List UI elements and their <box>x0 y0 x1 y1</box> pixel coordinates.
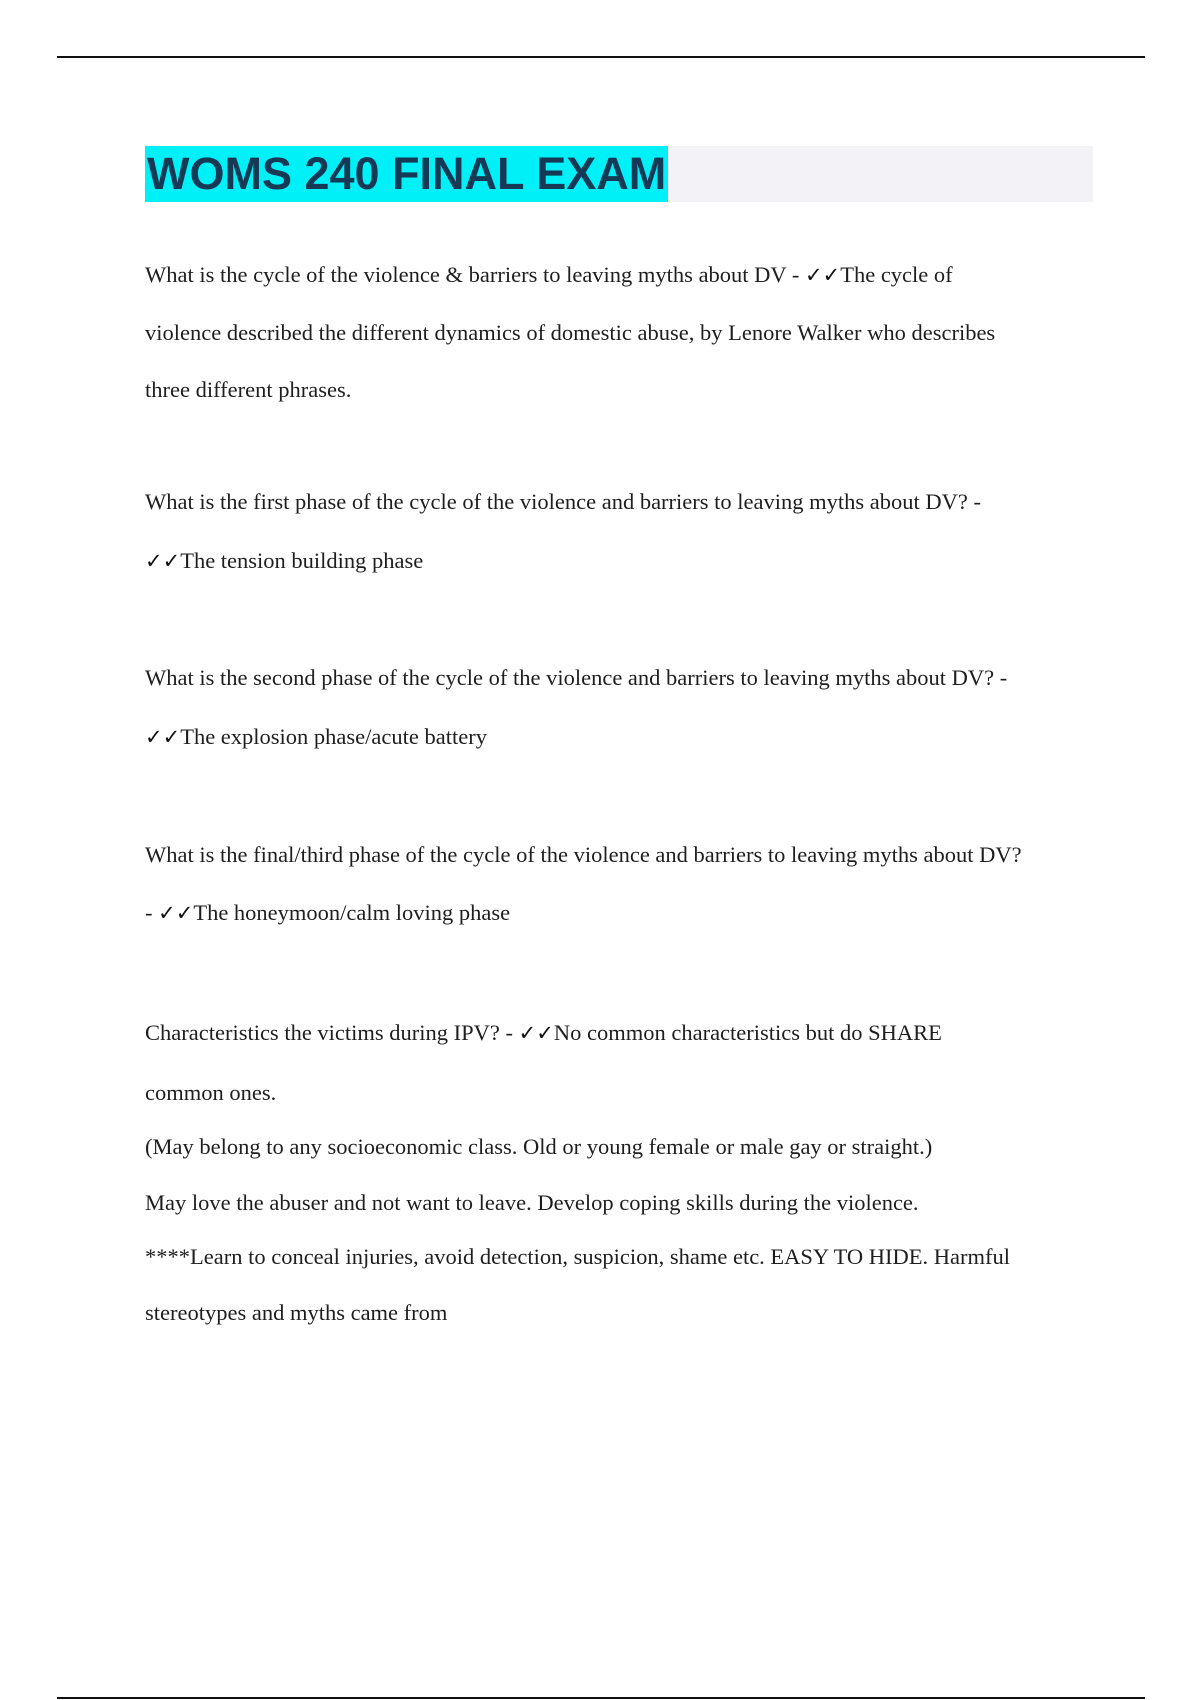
entry-1-line-2 <box>145 318 995 348</box>
entry-5-line-2 <box>145 1078 276 1108</box>
answer-text: The cycle of <box>840 262 953 287</box>
double-check-icon: ✓✓ <box>805 263 841 287</box>
line-text: violence described the different dynamics of domestic abuse, by Lenore Walker who describes <box>145 320 996 345</box>
entry-1-line-3 <box>145 375 351 405</box>
bottom-rule <box>57 1697 1145 1699</box>
line-text: Characteristics the victims during IPV? - <box>145 1020 519 1045</box>
answer-text: The tension building phase <box>180 548 424 573</box>
entry-2-line-1 <box>145 487 981 517</box>
document-title: WOMS 240 FINAL EXAM <box>145 146 668 202</box>
entry-4-line-2 <box>145 898 510 928</box>
line-text: stereotypes and myths came from <box>145 1300 448 1325</box>
double-check-icon: ✓✓ <box>145 725 181 749</box>
line-text: What is the first phase of the cycle of the violence and barriers to leaving myths about DV? - <box>145 489 981 514</box>
entry-2-line-2 <box>145 546 423 576</box>
entry-5-line-1 <box>145 1018 942 1048</box>
double-check-icon: ✓✓ <box>145 549 181 573</box>
entry-5-line-6 <box>145 1298 447 1328</box>
line-text: - <box>145 900 159 925</box>
answer-text: The honeymoon/calm loving phase <box>193 900 511 925</box>
top-rule <box>57 56 1145 58</box>
answer-text: The explosion phase/acute battery <box>180 724 487 749</box>
double-check-icon: ✓✓ <box>158 901 194 925</box>
line-text: ****Learn to conceal injuries, avoid detection, suspicion, shame etc. EASY TO HIDE. Harmful <box>145 1244 1010 1269</box>
line-text: What is the second phase of the cycle of the violence and barriers to leaving myths about DV? - <box>145 665 1008 690</box>
line-text: What is the cycle of the violence & barriers to leaving myths about DV - <box>145 262 806 287</box>
answer-text: No common characteristics but do SHARE <box>553 1020 942 1045</box>
line-text: common ones. <box>145 1080 277 1105</box>
entry-4-line-1 <box>145 840 1022 870</box>
line-text: What is the final/third phase of the cycle of the violence and barriers to leaving myths about DV? <box>145 842 1022 867</box>
entry-5-line-5 <box>145 1242 1010 1272</box>
double-check-icon: ✓✓ <box>518 1021 554 1045</box>
entry-5-line-3 <box>145 1132 932 1162</box>
entry-5-line-4 <box>145 1188 919 1218</box>
entry-3-line-2 <box>145 722 487 752</box>
line-text: three different phrases. <box>145 377 352 402</box>
line-text: (May belong to any socioeconomic class. Old or young female or male gay or straight.) <box>145 1134 933 1159</box>
entry-1-line-1 <box>145 260 953 290</box>
line-text: May love the abuser and not want to leave. Develop coping skills during the violence. <box>145 1190 919 1215</box>
entry-3-line-1 <box>145 663 1007 693</box>
